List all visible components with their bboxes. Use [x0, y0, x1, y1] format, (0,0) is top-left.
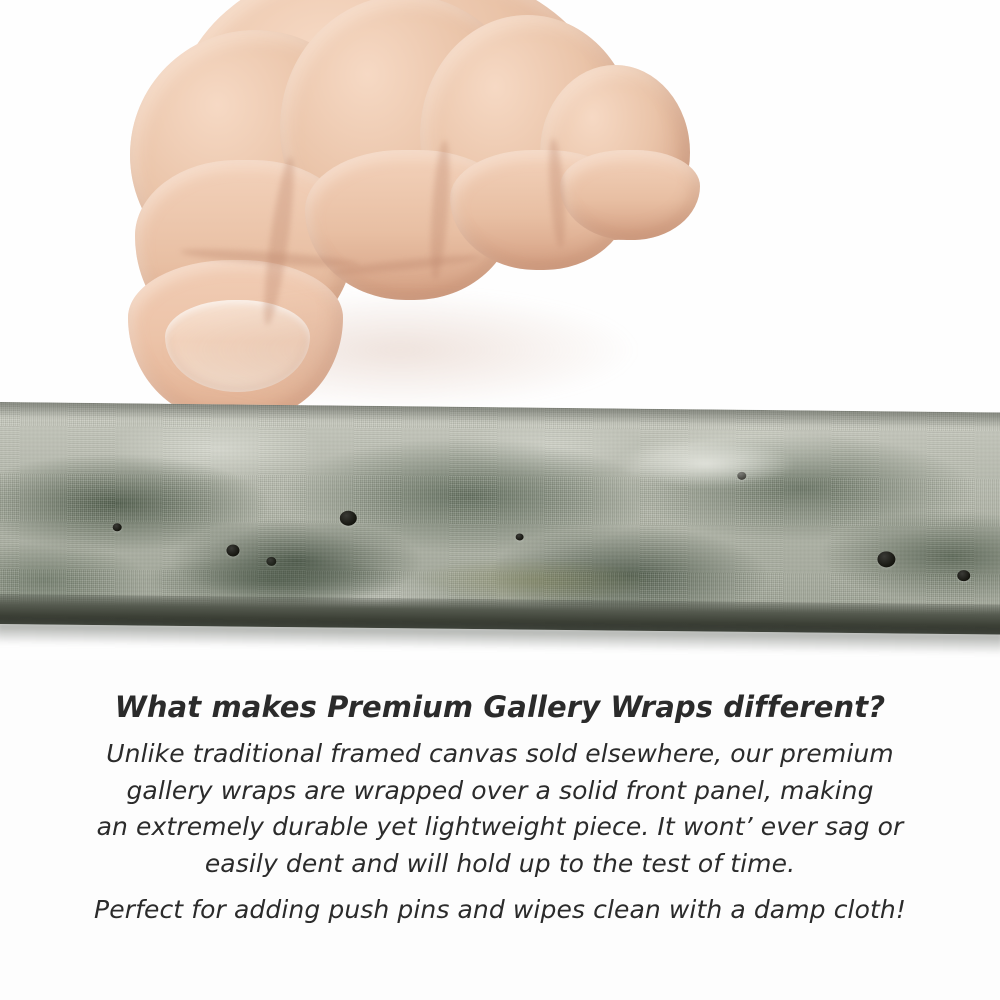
canvas-texture-hole: [877, 551, 895, 567]
caption-line-1: Unlike traditional framed canvas sold elsewhere, our premium: [106, 739, 894, 768]
canvas-texture-hole: [340, 511, 357, 526]
canvas-texture-hole: [113, 523, 122, 531]
caption-block: [0, 690, 1000, 929]
canvas-texture-hole: [957, 570, 970, 581]
caption-closing-line: Perfect for adding push pins and wipes clean with a damp cloth!: [94, 895, 906, 924]
hand-pressing-canvas-edge: [120, 0, 640, 430]
hand-shadow: [160, 290, 640, 410]
caption-heading: What makes Premium Gallery Wraps different?: [114, 690, 886, 724]
canvas-light-patch: [615, 438, 795, 488]
caption-line-4: easily dent and will hold up to the test of time.: [204, 848, 796, 878]
canvas-olive-patch: [414, 556, 654, 605]
caption-line-2: gallery wraps are wrapped over a solid front panel, making: [126, 775, 874, 805]
canvas-texture-hole: [516, 533, 524, 540]
caption-line-3: an extremely durable yet lightweight piece. It wont’ ever sag or: [96, 812, 904, 841]
canvas-wrap-edge-strip: [0, 402, 1000, 635]
